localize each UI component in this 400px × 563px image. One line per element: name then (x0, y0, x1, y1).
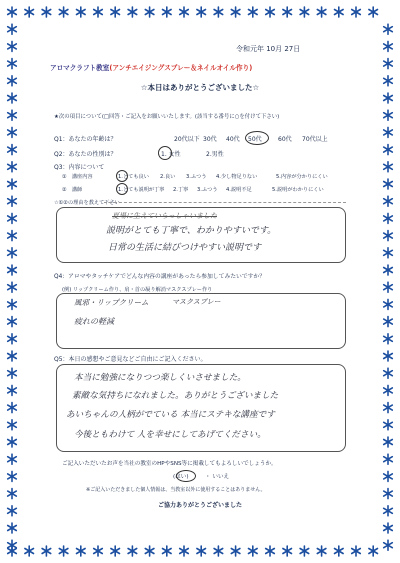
snowflake-icon (384, 317, 393, 327)
q3-content-option[interactable]: 4.少し物足りない (216, 174, 258, 180)
snowflake-icon (384, 385, 393, 395)
snowflake-icon (8, 231, 17, 241)
snowflake-icon (384, 489, 393, 499)
snowflake-icon (59, 546, 68, 556)
q4-label: Q4：アロマやタッチケアでどんな内容の講座があったら参加してみたいですか？ (54, 274, 266, 280)
snowflake-icon (180, 7, 189, 17)
q3-row-teacher-label: ② 講師 (62, 187, 83, 193)
q3-teacher-option[interactable]: 2.丁寧 (173, 187, 189, 193)
snowflake-icon (384, 471, 393, 481)
snowflake-icon (8, 127, 17, 137)
q3-content-option[interactable]: 3.ふつう (186, 174, 207, 180)
snowflake-icon (8, 299, 17, 309)
snowflake-icon (384, 213, 393, 223)
snowflake-icon (249, 7, 258, 17)
q4-example: (例) リップクリーム作り、肩・首の凝り解消マスクスプレー作り (62, 287, 213, 293)
snowflake-icon (8, 265, 17, 275)
snowflake-icon (384, 110, 393, 120)
snowflake-icon (8, 437, 17, 447)
snowflake-icon (266, 7, 275, 17)
snowflake-icon (384, 41, 393, 51)
snowflake-icon (384, 540, 393, 550)
snowflake-icon (8, 368, 17, 378)
snowflake-icon (42, 7, 51, 17)
q3-teacher-option[interactable]: 4.説明不足 (226, 187, 252, 193)
q4-answer-line: マスクスプレー (172, 298, 221, 306)
snowflake-icon (8, 59, 17, 69)
snowflake-icon (8, 41, 17, 51)
q1-option[interactable]: 40代 (226, 136, 240, 143)
snowflake-icon (317, 546, 326, 556)
snowflake-icon (197, 546, 206, 556)
snowflake-icon (384, 162, 393, 172)
q1-option-selected[interactable]: 50代 (248, 136, 262, 143)
snowflake-icon (8, 351, 17, 361)
q5-answer-line: 素敵な気持ちになれました。ありがとうございました (72, 391, 279, 401)
q3-content-selection-circle (116, 170, 128, 182)
snowflake-icon (128, 7, 137, 17)
snowflake-icon (384, 403, 393, 413)
q4-answer-line: 疲れの軽減 (74, 317, 114, 326)
snowflake-icon (8, 403, 17, 413)
snowflake-icon (384, 454, 393, 464)
snowflake-icon (8, 248, 17, 258)
class-name: アロマクラフト教室 (50, 64, 110, 72)
snowflake-icon (8, 385, 17, 395)
snowflake-icon (384, 437, 393, 447)
snowflake-icon (8, 196, 17, 206)
snowflake-icon (384, 265, 393, 275)
consent-yes-option[interactable]: (はい) (173, 474, 189, 480)
q3-teacher-selection-circle (116, 183, 128, 195)
q1-option[interactable]: 20代以下 (174, 136, 200, 143)
q1-label: Q1：あなたの年齢は？ (54, 136, 117, 143)
q2-selection-circle (158, 146, 172, 160)
snowflake-icon (8, 145, 17, 155)
q3-reason-answer-line: 夏場に生えていらっしゃいました (112, 212, 217, 220)
snowflake-icon (231, 546, 240, 556)
q3-content-option[interactable]: 2.良い (160, 174, 176, 180)
snowflake-icon (384, 368, 393, 378)
snowflake-icon (384, 282, 393, 292)
q3-reason-label: ☆①②の理由を教えて下さい (54, 200, 120, 206)
snowflake-icon (25, 7, 34, 17)
snowflake-icon (283, 546, 292, 556)
snowflake-icon (384, 523, 393, 533)
snowflake-icon (317, 7, 326, 17)
snowflake-icon (384, 127, 393, 137)
q1-option[interactable]: 70代以上 (302, 136, 328, 143)
class-subtitle: (アンチエイジングスプレー＆ネイルオイル作り) (109, 64, 253, 72)
q2-label: Q2：あなたの性別は？ (54, 151, 117, 158)
q3-reason-answer-line: 日常の生活に結びつけやすい説明です (108, 243, 262, 253)
snowflake-icon (384, 59, 393, 69)
class-header (50, 62, 252, 72)
snowflake-icon (180, 546, 189, 556)
closing-thanks: ご協力ありがとうございました (157, 502, 242, 509)
snowflake-icon (8, 179, 17, 189)
q4-answer-line: 風邪・リップクリーム (74, 298, 149, 307)
snowflake-icon (77, 546, 86, 556)
snowflake-icon (352, 546, 361, 556)
snowflake-icon (111, 7, 120, 17)
snowflake-icon (8, 471, 17, 481)
snowflake-icon (42, 546, 51, 556)
snowflake-icon (384, 179, 393, 189)
snowflake-icon (231, 7, 240, 17)
divider (104, 202, 346, 203)
q5-answer-line: あいちゃんの人柄がでている 本当にステキな講座です (66, 410, 275, 420)
q1-option[interactable]: 30代 (203, 136, 217, 143)
snowflake-icon (8, 454, 17, 464)
snowflake-icon (8, 489, 17, 499)
snowflake-icon (335, 546, 344, 556)
thanks-title: ☆本日はありがとうございました☆ (140, 83, 260, 92)
snowflake-icon (214, 7, 223, 17)
q5-answer-line: 本当に勉強になりつつ楽しくいさせました。 (74, 373, 246, 383)
snowflake-icon (8, 110, 17, 120)
snowflake-icon (352, 7, 361, 17)
q2-option-selected[interactable]: 1. 女性 (161, 151, 181, 158)
snowflake-icon (8, 162, 17, 172)
snowflake-icon (214, 546, 223, 556)
snowflake-icon (8, 213, 17, 223)
snowflake-icon (384, 24, 393, 34)
snowflake-icon (300, 546, 309, 556)
snowflake-icon (163, 7, 172, 17)
snowflake-icon (25, 546, 34, 556)
snowflake-icon (335, 7, 344, 17)
q2-option[interactable]: 2.男性 (206, 151, 224, 158)
q3-teacher-option[interactable]: 5.説明がわかりにくい (272, 187, 324, 193)
snowflake-icon (369, 7, 378, 17)
snowflake-icon (8, 420, 17, 430)
snowflake-icon (8, 24, 17, 34)
snowflake-icon (266, 546, 275, 556)
snowflake-icon (94, 7, 103, 17)
snowflake-icon (8, 334, 17, 344)
snowflake-icon (384, 93, 393, 103)
consent-no-option[interactable]: ・ いいえ (205, 474, 230, 480)
snowflake-icon (384, 299, 393, 309)
snowflake-icon (8, 317, 17, 327)
snowflake-icon (8, 93, 17, 103)
snowflake-icon (59, 7, 68, 17)
snowflake-icon (77, 7, 86, 17)
survey-date: 令和元年 10月 27日 (236, 45, 301, 53)
snowflake-icon (145, 546, 154, 556)
snowflake-icon (8, 523, 17, 533)
snowflake-icon (8, 7, 17, 17)
snowflake-icon (94, 546, 103, 556)
snowflake-icon (384, 196, 393, 206)
q1-option[interactable]: 60代 (278, 136, 292, 143)
snowflake-icon (384, 231, 393, 241)
q3-teacher-option[interactable]: 3.ふつう (197, 187, 218, 193)
q5-label: Q5：本日の感想やご意見などご自由にご記入ください。 (54, 356, 207, 363)
consent-question: ご記入いただいたお声を当社の教室のHPやSNS等に掲載してもよろしいでしょうか。 (62, 461, 277, 467)
q3-teacher-option-selected[interactable]: 1.とても説明が丁寧 (118, 187, 165, 193)
snowflake-icon (163, 546, 172, 556)
q3-content-option[interactable]: 5.内容が分かりにくい (276, 174, 328, 180)
snowflake-icon (8, 282, 17, 292)
survey-sheet (30, 30, 370, 533)
q3-row-content-label: ① 講座内容 (62, 174, 93, 180)
snowflake-icon (384, 334, 393, 344)
q5-answer-line: 今後ともわけて 人を幸せにしてあげてください。 (74, 430, 266, 440)
q3-reason-answer-line: 説明がとても丁寧で、わかりやすいです。 (106, 226, 277, 236)
snowflake-icon (145, 7, 154, 17)
snowflake-icon (369, 546, 378, 556)
snowflake-icon (197, 7, 206, 17)
snowflake-icon (111, 546, 120, 556)
snowflake-icon (249, 546, 258, 556)
snowflake-icon (283, 7, 292, 17)
snowflake-icon (384, 248, 393, 258)
snowflake-icon (384, 420, 393, 430)
q3-label: Q3：内容について (54, 164, 105, 171)
q1-selection-circle (245, 131, 269, 145)
privacy-note: ※ご記入いただきました個人情報は、当教室以外に使用することはありません。 (86, 487, 266, 493)
snowflake-icon (384, 351, 393, 361)
q3-content-option-selected[interactable]: 1.とても良い (118, 174, 149, 180)
survey-intro: ★次の項目について(□回答・ご記入をお願いいたします。(該当する番号に○を付けて下さい) (54, 114, 280, 120)
consent-selection-circle (176, 470, 196, 482)
snowflake-icon (384, 145, 393, 155)
snowflake-icon (300, 7, 309, 17)
snowflake-icon (128, 546, 137, 556)
